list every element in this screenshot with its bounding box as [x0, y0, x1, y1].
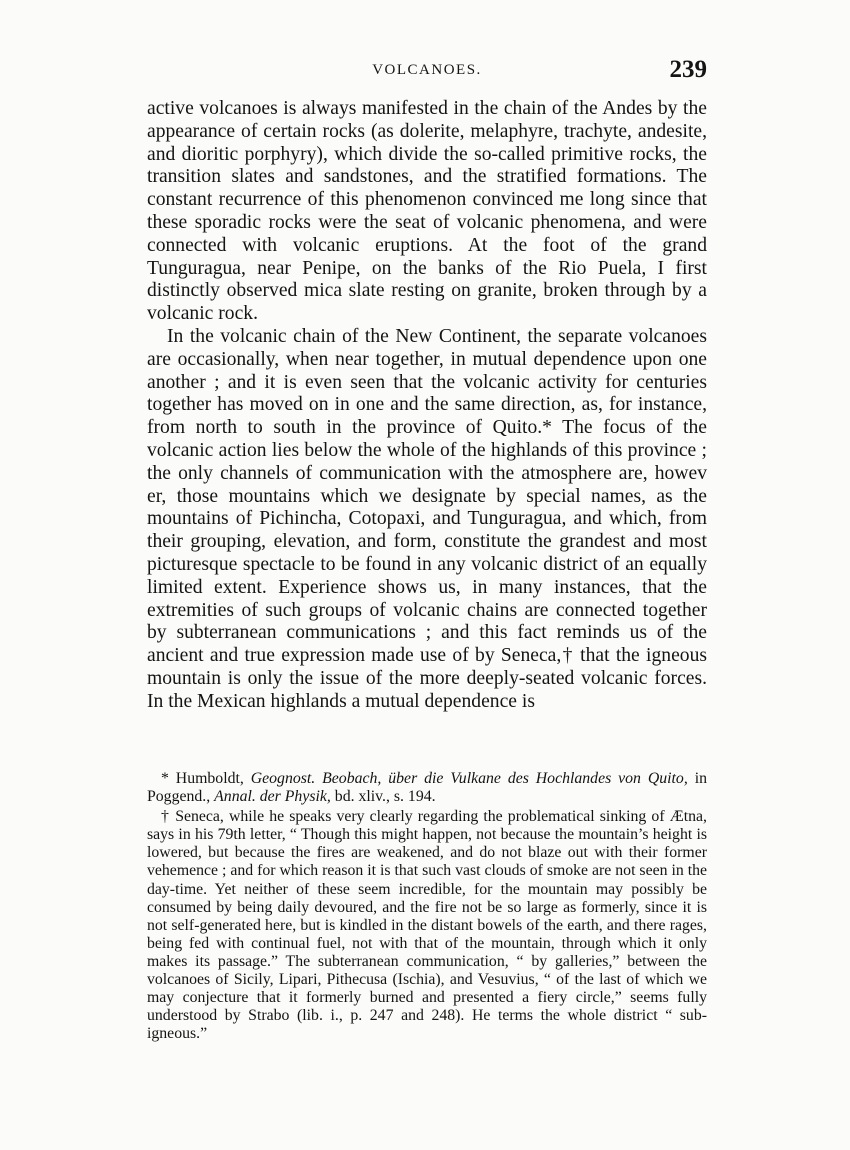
- running-head: VOLCANOES.: [372, 62, 482, 78]
- footnote: † Seneca, while he speaks very clearly regarding the problematical sinking of Ætna, says in his 79th letter, “ Though this might happen, not because the mountain’s height is lowered, but because the fires are weakened, and do not blaze out with their former vehemence ; and for which reason it is that such vast clouds of smoke are not seen in the day-time. Yet neither of these seem incredible, for the mountain may possibly be consumed by being daily devoured, and the fire not be so large as formerly, since it is not self-generated here, but is kindled in the distant bowels of the earth, and there rages, being fed with continual fuel, not with that of the mountain, through which it only makes its passage.” The subterranean communication, “ by galleries,” between the volcanoes of Sicily, Lipari, Pithecusa (Ischia), and Vesuvius, “ of the last of which we may conjecture that it formerly burned and presented a fiery circle,” seems fully understood by Strabo (lib. i., p. 247 and 248). He terms the whole district “ sub-igneous.”: [147, 808, 707, 1043]
- footnote-journal: Annal. der Physik,: [214, 788, 331, 806]
- footnote-text: * Humboldt,: [161, 770, 251, 787]
- body-text: [147, 98, 707, 714]
- footnote-title: Geognost. Beobach, über die Vulkane des Hochlandes von Quito,: [250, 770, 688, 787]
- footnotes: [147, 770, 707, 1043]
- footnote-text: bd. xliv., s. 194.: [330, 788, 436, 806]
- page-number: 239: [669, 56, 707, 83]
- footnote: [147, 770, 707, 806]
- footnote-text: in Poggend.,: [147, 770, 707, 806]
- paragraph: active volcanoes is always manifested in the chain of the Andes by the appearance of certain rocks (as dolerite, melaphyre, trachyte, andesite, and dioritic porphyry), which divide the so-called primitive rocks, the transition slates and sandstones, and the stratified formations. The constant recurrence of this phenomenon convinced me long since that these sporadic rocks were the seat of volcanic phenomena, and were connected with volcanic eruptions. At the foot of the grand Tunguragua, near Penipe, on the banks of the Rio Puela, I first distinctly observed mica slate resting on granite, broken through by a volcanic rock.: [147, 98, 707, 325]
- paragraph: In the volcanic chain of the New Continent, the separate volcanoes are occasionally, when near together, in mutual dependence upon one another ; and it is even seen that the volcanic activity for centuries together has moved on in one and the same direction, as, for instance, from north to south in the province of Quito.* The focus of the volcanic action lies below the whole of the highlands of this province ; the only channels of communication with the atmosphere are, howev er, those mountains which we designate by special names, as the mountains of Pichincha, Cotopaxi, and Tunguragua, and which, from their grouping, elevation, and form, constitute the grandest and most picturesque spectacle to be found in any volcanic district of an equally limited extent. Experience shows us, in many instances, that the extremities of such groups of volcanic chains are connected together by subterranean communications ; and this fact reminds us of the ancient and true expression made use of by Seneca,† that the igneous mountain is only the issue of the more deeply-seated volcanic forces. In the Mexican highlands a mutual dependence is: [147, 325, 707, 712]
- page-header: [147, 56, 707, 90]
